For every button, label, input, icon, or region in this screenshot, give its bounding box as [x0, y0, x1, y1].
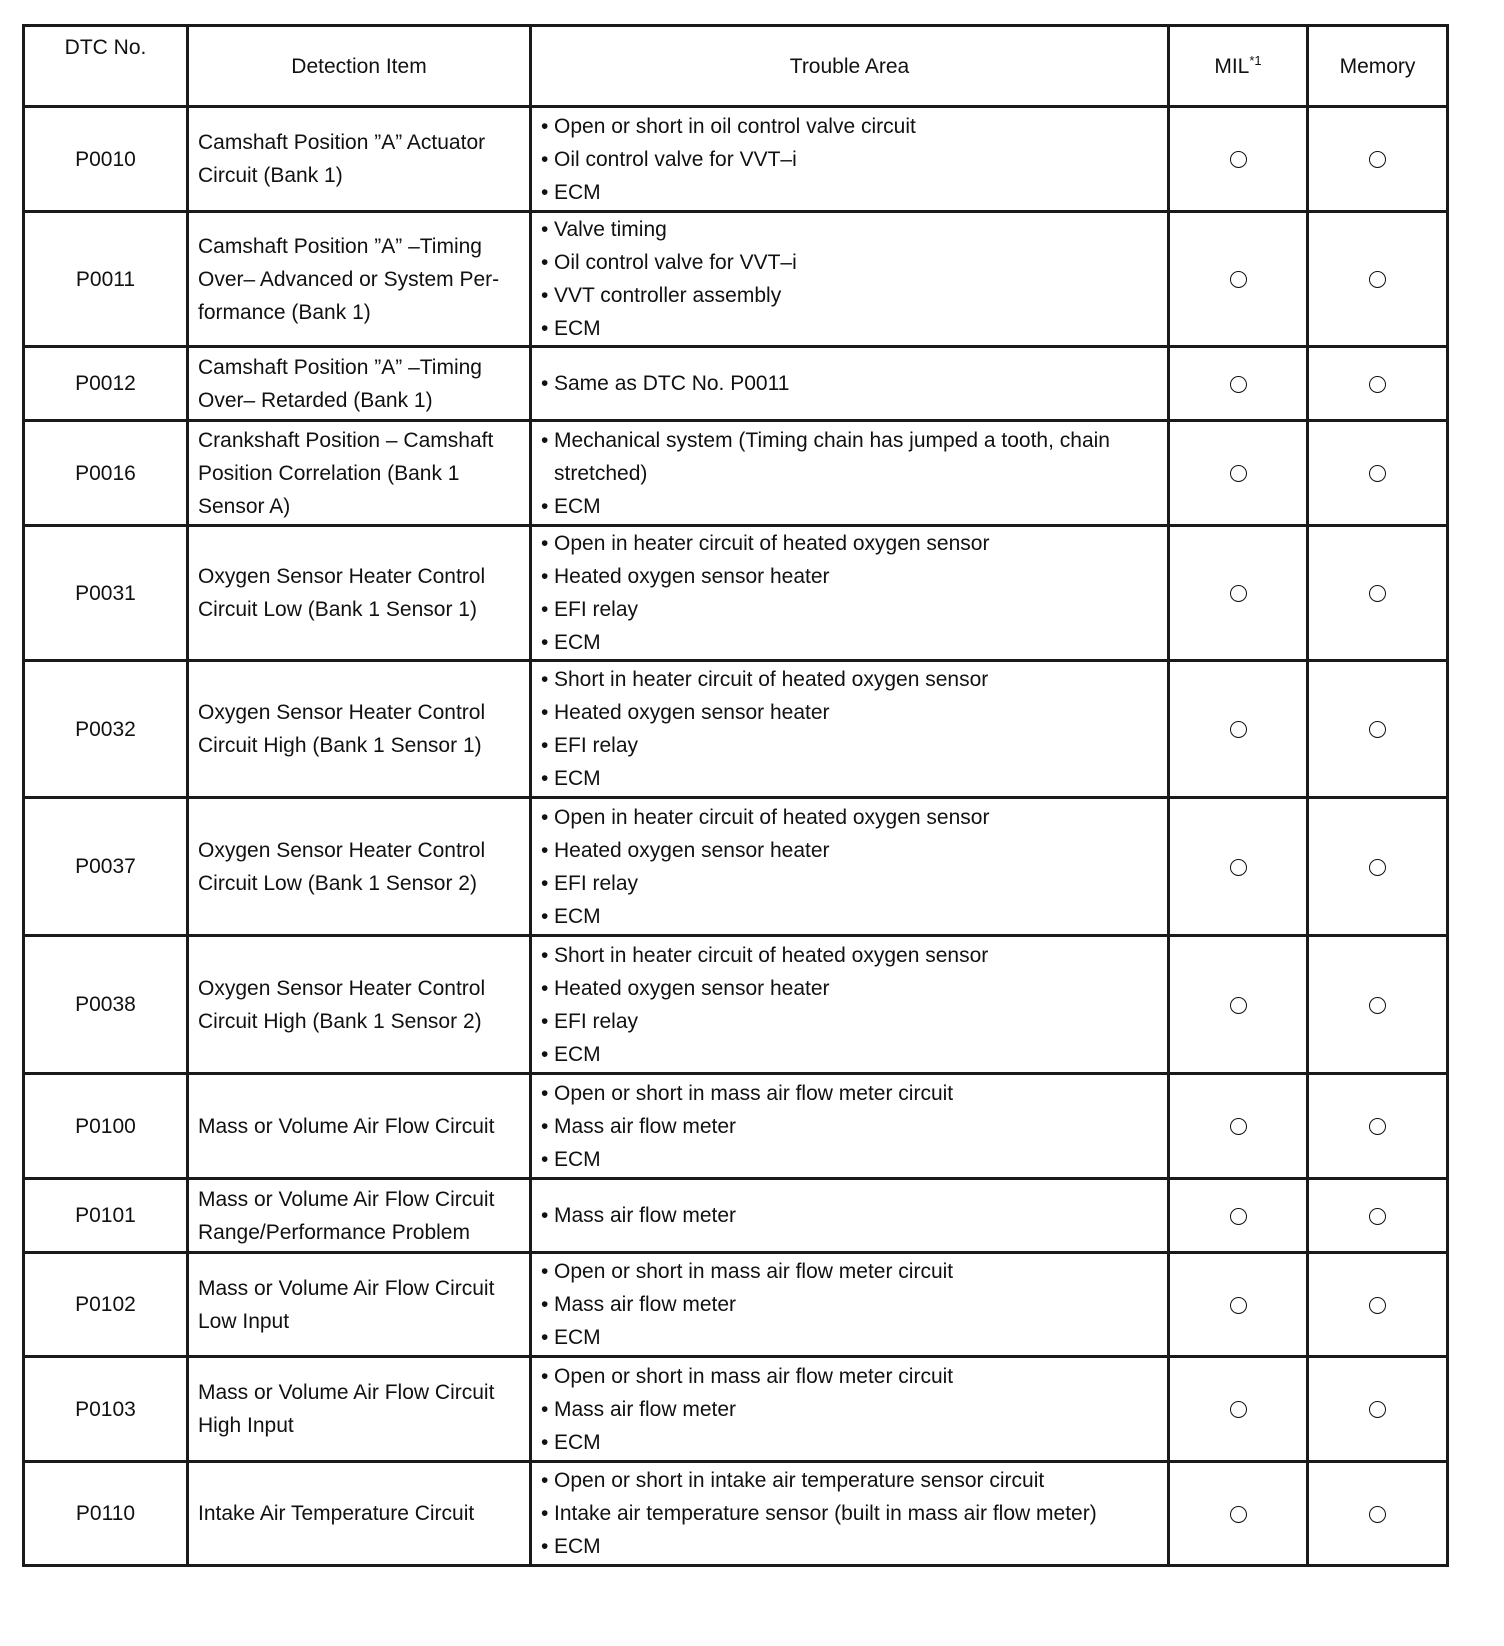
mil-circle-icon	[1230, 465, 1247, 482]
memory-cell	[1308, 526, 1448, 661]
dtc-code: P0103	[24, 1357, 188, 1462]
trouble-area-item: • ECM	[541, 762, 1158, 795]
detection-item	[188, 421, 531, 526]
trouble-area-list	[541, 1255, 1158, 1354]
detection-item-line: Sensor A)	[198, 494, 291, 518]
mil-cell	[1169, 1462, 1308, 1566]
memory-cell	[1308, 212, 1448, 347]
dtc-code: P0011	[24, 212, 188, 347]
table-row	[24, 798, 1448, 936]
trouble-area-item: • Open or short in mass air flow meter circuit	[541, 1077, 1158, 1110]
trouble-area	[531, 526, 1169, 661]
detection-item	[188, 526, 531, 661]
mil-circle-icon	[1230, 271, 1247, 288]
memory-circle-icon	[1369, 1401, 1386, 1418]
dtc-code: P0031	[24, 526, 188, 661]
trouble-area	[531, 798, 1169, 936]
trouble-area-item: • EFI relay	[541, 729, 1158, 762]
trouble-area	[531, 936, 1169, 1074]
dtc-code: P0010	[24, 107, 188, 212]
detection-item	[188, 798, 531, 936]
trouble-area-item: • Mass air flow meter	[541, 1110, 1158, 1143]
dtc-code: P0037	[24, 798, 188, 936]
detection-item	[188, 661, 531, 798]
trouble-area	[531, 212, 1169, 347]
detection-item-line: Mass or Volume Air Flow Circuit	[198, 1187, 495, 1211]
trouble-area-item: • Open or short in mass air flow meter circuit	[541, 1360, 1158, 1393]
trouble-area-list	[541, 939, 1158, 1071]
trouble-area-item: • Heated oxygen sensor heater	[541, 696, 1158, 729]
detection-item-line: Intake Air Temperature Circuit	[198, 1502, 475, 1525]
table-row	[24, 347, 1448, 421]
mil-cell	[1169, 347, 1308, 421]
trouble-area	[531, 1462, 1169, 1566]
memory-circle-icon	[1369, 465, 1386, 482]
table-row	[24, 1074, 1448, 1179]
trouble-area-item: • Heated oxygen sensor heater	[541, 972, 1158, 1005]
dtc-code: P0102	[24, 1253, 188, 1357]
detection-item-line: Mass or Volume Air Flow Circuit	[198, 1381, 495, 1404]
detection-item	[188, 347, 531, 421]
trouble-area-item: • ECM	[541, 490, 1158, 523]
dtc-code: P0100	[24, 1074, 188, 1179]
trouble-area-item: • Mechanical system (Timing chain has jumped a tooth, chain stretched)	[541, 424, 1158, 490]
trouble-area-item: • EFI relay	[541, 1005, 1158, 1038]
trouble-area-list	[541, 527, 1158, 659]
table-row	[24, 936, 1448, 1074]
detection-item-line: Circuit Low (Bank 1 Sensor 2)	[198, 871, 477, 895]
trouble-area-item: • Open in heater circuit of heated oxygen sensor	[541, 801, 1158, 834]
mil-circle-icon	[1230, 1297, 1247, 1314]
mil-cell	[1169, 107, 1308, 212]
trouble-area-list	[541, 367, 1158, 400]
trouble-area-item: • Mass air flow meter	[541, 1288, 1158, 1321]
detection-item-line: Circuit High (Bank 1 Sensor 1)	[198, 734, 482, 757]
detection-item-line: Oxygen Sensor Heater Control	[198, 838, 486, 862]
trouble-area	[531, 421, 1169, 526]
dtc-code: P0032	[24, 661, 188, 798]
trouble-area-list	[541, 663, 1158, 795]
detection-item-line: Camshaft Position ”A” –Timing	[198, 355, 482, 379]
trouble-area-item: • Heated oxygen sensor heater	[541, 834, 1158, 867]
header-mil-label: MIL	[1214, 54, 1250, 78]
detection-item-line: Position Correlation (Bank 1	[198, 461, 460, 485]
detection-item-line: Circuit Low (Bank 1 Sensor 1)	[198, 598, 477, 621]
memory-circle-icon	[1369, 151, 1386, 168]
mil-circle-icon	[1230, 585, 1247, 602]
trouble-area-item: • EFI relay	[541, 867, 1158, 900]
trouble-area-item: • Short in heater circuit of heated oxygen sensor	[541, 939, 1158, 972]
memory-circle-icon	[1369, 1297, 1386, 1314]
trouble-area-item: • Same as DTC No. P0011	[541, 367, 1158, 400]
detection-item	[188, 936, 531, 1074]
table-body	[24, 107, 1448, 1566]
dtc-code: P0101	[24, 1179, 188, 1253]
dtc-code: P0012	[24, 347, 188, 421]
mil-circle-icon	[1230, 721, 1247, 738]
table-row	[24, 421, 1448, 526]
detection-item-line: Camshaft Position ”A” –Timing	[198, 234, 482, 258]
trouble-area-item: • Open or short in intake air temperature sensor circuit	[541, 1464, 1158, 1497]
mil-cell	[1169, 421, 1308, 526]
detection-item-line: High Input	[198, 1414, 294, 1437]
trouble-area	[531, 661, 1169, 798]
detection-item-line: Circuit High (Bank 1 Sensor 2)	[198, 1009, 482, 1033]
memory-cell	[1308, 1253, 1448, 1357]
trouble-area-item: • ECM	[541, 176, 1158, 209]
mil-circle-icon	[1230, 1118, 1247, 1135]
memory-cell	[1308, 661, 1448, 798]
table-row	[24, 661, 1448, 798]
detection-item-line: Low Input	[198, 1309, 290, 1333]
table-row	[24, 1179, 1448, 1253]
detection-item-line: Mass or Volume Air Flow Circuit	[198, 1276, 495, 1300]
mil-circle-icon	[1230, 1401, 1247, 1418]
detection-item-line: formance (Bank 1)	[198, 300, 371, 324]
mil-circle-icon	[1230, 151, 1247, 168]
trouble-area-list	[541, 424, 1158, 523]
trouble-area	[531, 1074, 1169, 1179]
mil-circle-icon	[1230, 376, 1247, 393]
trouble-area	[531, 1179, 1169, 1253]
trouble-area-item: • ECM	[541, 1143, 1158, 1176]
detection-item-line: Camshaft Position ”A” Actuator	[198, 131, 486, 154]
trouble-area-item: • Oil control valve for VVT–i	[541, 143, 1158, 176]
detection-item	[188, 1253, 531, 1357]
header-trouble-area: Trouble Area	[531, 26, 1169, 107]
detection-item-line: Over– Advanced or System Per-	[198, 267, 500, 291]
table-row	[24, 1253, 1448, 1357]
mil-cell	[1169, 1357, 1308, 1462]
trouble-area-item: • VVT controller assembly	[541, 279, 1158, 312]
memory-cell	[1308, 347, 1448, 421]
header-detection-item: Detection Item	[188, 26, 531, 107]
memory-circle-icon	[1369, 1506, 1386, 1523]
header-mil	[1169, 26, 1308, 107]
trouble-area-item: • Open or short in mass air flow meter circuit	[541, 1255, 1158, 1288]
trouble-area-item: • ECM	[541, 1426, 1158, 1459]
mil-cell	[1169, 661, 1308, 798]
detection-item-line: Circuit (Bank 1)	[198, 164, 343, 187]
mil-circle-icon	[1230, 859, 1247, 876]
memory-circle-icon	[1369, 721, 1386, 738]
trouble-area-item: • ECM	[541, 626, 1158, 659]
detection-item-line: Range/Performance Problem	[198, 1220, 470, 1244]
detection-item	[188, 1074, 531, 1179]
memory-circle-icon	[1369, 859, 1386, 876]
table-row	[24, 1357, 1448, 1462]
header-memory: Memory	[1308, 26, 1448, 107]
trouble-area-list	[541, 213, 1158, 345]
mil-cell	[1169, 936, 1308, 1074]
trouble-area-item: • ECM	[541, 1530, 1158, 1563]
dtc-code: P0110	[24, 1462, 188, 1566]
trouble-area-list	[541, 801, 1158, 933]
table-row	[24, 1462, 1448, 1566]
mil-circle-icon	[1230, 997, 1247, 1014]
trouble-area-list	[541, 1360, 1158, 1459]
detection-item	[188, 1462, 531, 1566]
trouble-area-item: • ECM	[541, 312, 1158, 345]
memory-circle-icon	[1369, 997, 1386, 1014]
memory-cell	[1308, 1462, 1448, 1566]
header-row	[24, 26, 1448, 107]
trouble-area-item: • Mass air flow meter	[541, 1199, 1158, 1232]
memory-circle-icon	[1369, 376, 1386, 393]
memory-cell	[1308, 107, 1448, 212]
trouble-area-item: • ECM	[541, 1321, 1158, 1354]
mil-cell	[1169, 212, 1308, 347]
mil-cell	[1169, 1074, 1308, 1179]
trouble-area-item: • Open or short in oil control valve circuit	[541, 110, 1158, 143]
table-row	[24, 107, 1448, 212]
table-row	[24, 212, 1448, 347]
trouble-area-item: • ECM	[541, 900, 1158, 933]
mil-cell	[1169, 526, 1308, 661]
memory-cell	[1308, 936, 1448, 1074]
memory-cell	[1308, 421, 1448, 526]
header-dtc-no: DTC No.	[24, 26, 188, 107]
detection-item-line: Oxygen Sensor Heater Control	[198, 976, 486, 1000]
dtc-table	[22, 24, 1449, 1567]
trouble-area-item: • Oil control valve for VVT–i	[541, 246, 1158, 279]
trouble-area-item: • Short in heater circuit of heated oxygen sensor	[541, 663, 1158, 696]
memory-cell	[1308, 798, 1448, 936]
trouble-area-item: • Intake air temperature sensor (built in mass air flow meter)	[541, 1497, 1158, 1530]
memory-circle-icon	[1369, 1118, 1386, 1135]
detection-item	[188, 107, 531, 212]
trouble-area	[531, 1253, 1169, 1357]
detection-item-line: Over– Retarded (Bank 1)	[198, 388, 433, 412]
detection-item	[188, 1179, 531, 1253]
mil-cell	[1169, 1253, 1308, 1357]
trouble-area-item: • Open in heater circuit of heated oxygen sensor	[541, 527, 1158, 560]
trouble-area-item: • Heated oxygen sensor heater	[541, 560, 1158, 593]
table-row	[24, 526, 1448, 661]
header-mil-footnote: *1	[1249, 52, 1262, 68]
trouble-area-list	[541, 1464, 1158, 1563]
trouble-area-item: • Valve timing	[541, 213, 1158, 246]
mil-circle-icon	[1230, 1208, 1247, 1225]
mil-cell	[1169, 798, 1308, 936]
detection-item-line: Crankshaft Position – Camshaft	[198, 428, 494, 452]
trouble-area-item: • EFI relay	[541, 593, 1158, 626]
trouble-area-list	[541, 110, 1158, 209]
detection-item-line: Oxygen Sensor Heater Control	[198, 701, 486, 724]
dtc-code: P0038	[24, 936, 188, 1074]
trouble-area-item: • ECM	[541, 1038, 1158, 1071]
mil-cell	[1169, 1179, 1308, 1253]
trouble-area-list	[541, 1199, 1158, 1232]
memory-cell	[1308, 1357, 1448, 1462]
detection-item	[188, 1357, 531, 1462]
memory-circle-icon	[1369, 585, 1386, 602]
mil-circle-icon	[1230, 1506, 1247, 1523]
memory-circle-icon	[1369, 271, 1386, 288]
trouble-area	[531, 107, 1169, 212]
trouble-area	[531, 1357, 1169, 1462]
table-header	[24, 26, 1448, 107]
dtc-code: P0016	[24, 421, 188, 526]
trouble-area-item: • Mass air flow meter	[541, 1393, 1158, 1426]
memory-circle-icon	[1369, 1208, 1386, 1225]
memory-cell	[1308, 1074, 1448, 1179]
detection-item-line: Oxygen Sensor Heater Control	[198, 565, 486, 588]
detection-item-line: Mass or Volume Air Flow Circuit	[198, 1114, 495, 1138]
detection-item	[188, 212, 531, 347]
trouble-area	[531, 347, 1169, 421]
memory-cell	[1308, 1179, 1448, 1253]
trouble-area-list	[541, 1077, 1158, 1176]
